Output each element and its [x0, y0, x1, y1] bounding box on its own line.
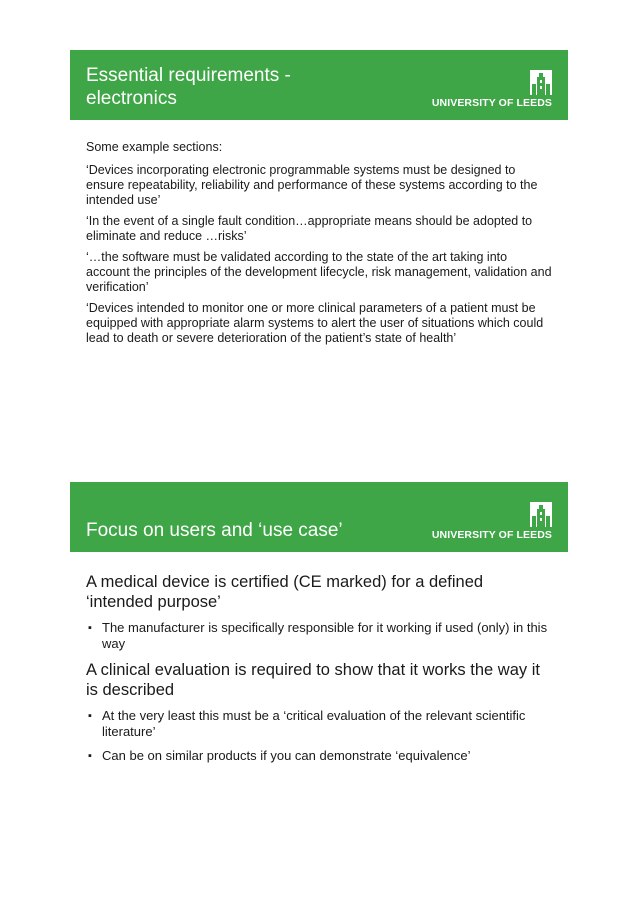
quote-paragraph: ‘Devices incorporating electronic programmable systems must be designed to ensure repeatability, reliability and performance of these systems according to the intended use’ — [86, 163, 538, 207]
bullet-icon: ▪ — [88, 622, 92, 634]
university-logo — [424, 502, 552, 542]
quote-paragraph: ‘…the software must be validated according to the state of the art taking into account the principles of the development lifecycle, risk management, validation and verification’ — [86, 250, 552, 294]
intro-text: Some example sections: — [86, 140, 223, 154]
bullet-item — [86, 748, 552, 764]
bullet-text: At the very least this must be a ‘critical evaluation of the relevant scientific literature’ — [102, 708, 526, 739]
bullet-text: Can be on similar products if you can demonstrate ‘equivalence’ — [102, 748, 471, 763]
bullet-item — [86, 620, 552, 652]
bullet-item — [86, 708, 552, 740]
leeds-crest-icon — [530, 502, 552, 527]
bullet-icon: ▪ — [88, 710, 92, 722]
slide-title: Essential requirements - electronics — [86, 65, 291, 109]
university-name: UNIVERSITY OF LEEDS — [431, 529, 552, 541]
slide-title: Focus on users and ‘use case’ — [86, 520, 343, 541]
slide-body — [70, 120, 568, 346]
leeds-crest-icon — [530, 70, 552, 95]
quote-paragraph: ‘Devices intended to monitor one or more clinical parameters of a patient must be equipped with appropriate alarm systems to alert the user of situations which could lead to death or severe deterioration of the patient’s state of health’ — [86, 301, 544, 345]
main-point: A clinical evaluation is required to show that it works the way it is described — [86, 661, 540, 699]
bullet-text: The manufacturer is specifically responsible for it working if used (only) in this way — [102, 620, 548, 651]
slide-body — [70, 552, 568, 764]
slide-focus-on-users — [70, 482, 568, 772]
bullet-icon: ▪ — [88, 750, 92, 762]
slide-header — [70, 50, 568, 120]
main-point: A medical device is certified (CE marked) for a defined ‘intended purpose’ — [86, 573, 484, 611]
university-name: UNIVERSITY OF LEEDS — [431, 97, 552, 109]
slide-header — [70, 482, 568, 552]
university-logo — [424, 70, 552, 110]
quote-paragraph: ‘In the event of a single fault condition…appropriate means should be adopted to eliminate and reduce …risks’ — [86, 214, 533, 243]
slide-essential-requirements — [70, 50, 568, 352]
